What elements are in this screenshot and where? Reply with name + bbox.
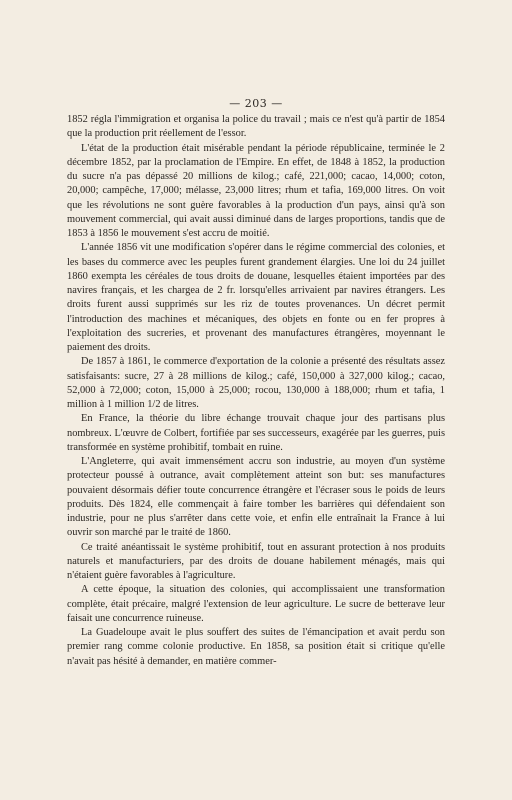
page-number: — 203 — xyxy=(229,97,283,110)
paragraph: De 1857 à 1861, le commerce d'exportation de la colonie a présenté des résultats assez satisfaisants: sucre, 27 à 28 millions de kilog.; café, 150,000 à 327,000 kilog.; cacao, 52,000 à 72,000; coton, 15,000 à 25,000; rocou, 130,000 à 188,000; rhum et tafia, 1 million à 1 million 1/2 de litres. xyxy=(67,356,445,410)
paragraph: L'année 1856 vit une modification s'opérer dans le régime commercial des colonies, et les bases du commerce avec les peuples furent grandement élargies. Une loi du 24 juillet 1860 exempta les céréales de tous droits de douane, lesquelles étaient importées par des navires français, et les chargea de 2 fr. lorsqu'elles arrivaient par navires étrangers. Les droits furent aussi supprimés sur les riz de toutes provenances. Un décret permit l'introduction des machines et mécaniques, des objets en fonte ou en fer propres à l'exploitation des sucreries, et provenant des manufactures étrangères, moyennant le paiement des droits. xyxy=(67,242,445,353)
paragraph: L'Angleterre, qui avait immensément accru son industrie, au moyen d'un système protecteur poussé à outrance, avait complètement atteint son but: ses manufactures pouvaient désormais défier toute concurrence étrangère et l'écraser sous le poids de leurs produits. Dès 1824, elle commençait à faire tomber les barrières qui défendaient son industrie, pour ne plus s'arrêter dans cette voie, et enfin elle entraînait la France à lui ouvrir son marché par le traité de 1860. xyxy=(67,456,445,539)
paragraph: L'état de la production était misérable pendant la période républicaine, terminée le 2 décembre 1852, par la proclamation de l'Empire. En effet, de 1848 à 1852, la production du sucre n'a pas dépassé 20 millions de kilog.; café, 221,000; cacao, 14,000; coton, 20,000; campêche, 17,000; mélasse, 23,000 litres; rhum et tafia, 169,000 litres. On voit que les révolutions ne sont guère favorables à la production d'un pays, ainsi qu'à son mouvement commercial, qui avait aussi diminué dans de larges proportions, tandis que de 1853 à 1856 le mouvement s'est accru de moitié. xyxy=(67,142,445,239)
paragraph: En France, la théorie du libre échange trouvait chaque jour des partisans plus nombreux. L'œuvre de Colbert, fortifiée par ses successeurs, exagérée par les guerres, puis transformée en système prohibitif, tombait en ruine. xyxy=(67,413,445,453)
paragraph: A cette époque, la situation des colonies, qui accomplissaient une transformation complète, était précaire, malgré l'extension de leur agriculture. Le sucre de betterave leur faisait une concurrence ruineuse. xyxy=(67,584,445,624)
paragraph: La Guadeloupe avait le plus souffert des suites de l'émancipation et avait perdu son premier rang comme colonie productive. En 1858, sa position était si critique qu'elle n'avait pas hésité à demander, en matière commer- xyxy=(67,627,445,667)
paragraph: Ce traité anéantissait le système prohibitif, tout en assurant protection à nos produits naturels et manufacturiers, par des droits de douane habilement ménagés, mais qui n'étaient guère favorables à l'agriculture. xyxy=(67,541,445,581)
paragraph: 1852 régla l'immigration et organisa la police du travail ; mais ce n'est qu'à partir de 1854 que la production prit réellement de l'essor. xyxy=(67,114,445,140)
body-text xyxy=(67,113,445,669)
